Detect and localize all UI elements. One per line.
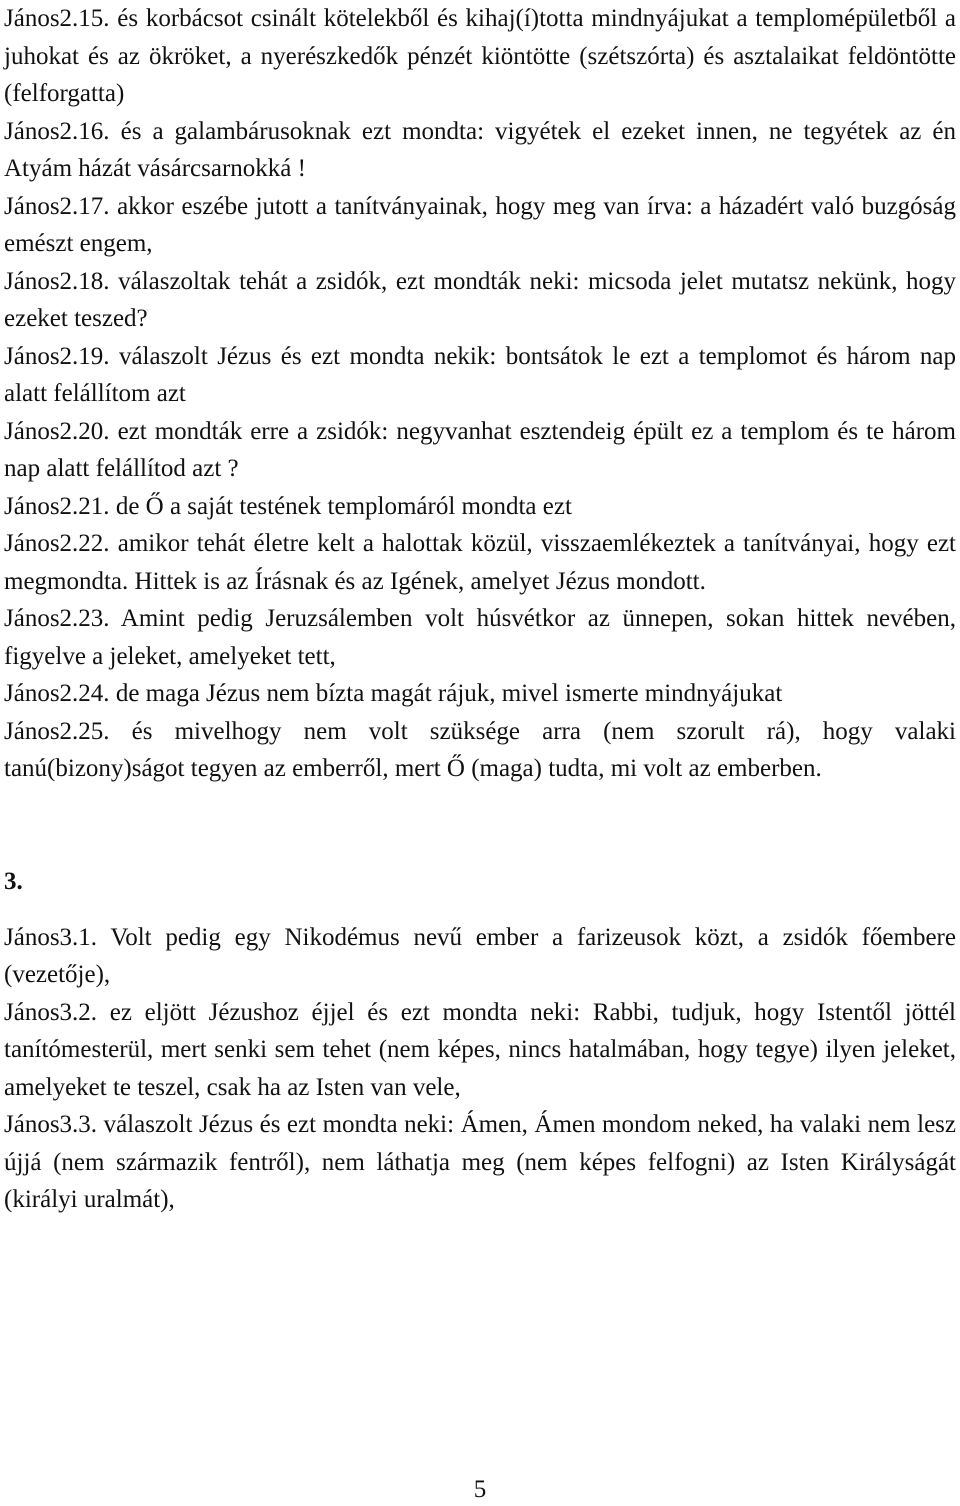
- verse-text: és a galambárusoknak ezt mondta: vigyétek el ezeket innen, ne tegyétek az én Atyám házát vásárcsarnokká !: [4, 117, 957, 182]
- verse-john-2-25: [4, 713, 956, 788]
- verse-reference: János2.21.: [4, 492, 110, 520]
- page-number: 5: [473, 1476, 487, 1503]
- document-page: [4, 0, 956, 1506]
- chapter-heading: 3.: [4, 867, 23, 895]
- verse-reference: János2.16.: [4, 117, 110, 145]
- verse-text: válaszolt Jézus és ezt mondta nekik: bontsátok le ezt a templomot és három nap alatt felállítom azt: [4, 342, 956, 407]
- verse-john-2-17: [4, 188, 956, 263]
- verse-text: Amint pedig Jeruzsálemben volt húsvétkor az ünnepen, sokan hittek nevében, figyelve a jeleket, amelyeket tett,: [4, 605, 956, 670]
- verse-text: Volt pedig egy Nikodémus nevű ember a farizeusok közt, a zsidók főembere (vezetője),: [4, 923, 956, 988]
- verse-john-2-18: [4, 263, 956, 338]
- verse-reference: János3.1.: [4, 923, 98, 951]
- verse-reference: János3.2.: [4, 998, 98, 1026]
- verse-john-2-23: [4, 600, 956, 675]
- verse-john-2-20: [4, 413, 956, 488]
- verse-text: és korbácsot csinált kötelekből és kihaj(í)totta mindnyájukat a templomépületből a juhokat és az ökröket, a nyerészkedők pénzét kiöntötte (szétszórta) és asztalaikat feldöntötte (felforgatta): [4, 5, 957, 107]
- verse-john-2-22: [4, 525, 956, 600]
- verse-reference: János2.17.: [4, 192, 110, 220]
- verse-reference: János2.20.: [4, 417, 110, 445]
- verse-john-2-19: [4, 338, 956, 413]
- verse-text: ez eljött Jézushoz éjjel és ezt mondta neki: Rabbi, tudjuk, hogy Istentől jöttél tanítómesterül, mert senki sem tehet (nem képes, nincs hatalmában, hogy tegye) ilyen jeleket, amelyeket te teszel, csak ha az Isten van vele,: [4, 998, 957, 1101]
- verse-text: ezt mondták erre a zsidók: negyvanhat esztendeig épült ez a templom és te három nap alatt felállítod azt ?: [4, 417, 957, 482]
- verse-reference: János2.19.: [4, 342, 110, 370]
- verse-reference: János2.15.: [4, 5, 110, 32]
- section-spacer: [4, 788, 956, 863]
- verse-text: akkor eszébe jutott a tanítványainak, hogy meg van írva: a házadért való buzgóság emészt engem,: [4, 192, 957, 257]
- verse-reference: János2.23.: [4, 605, 110, 632]
- verse-text: de maga Jézus nem bízta magát rájuk, mivel ismerte mindnyájukat: [115, 680, 783, 707]
- verse-text: válaszoltak tehát a zsidók, ezt mondták neki: micsoda jelet mutatsz nekünk, hogy ezeket teszed?: [4, 267, 957, 332]
- verse-john-2-24: [4, 675, 956, 713]
- verse-john-3-3: [4, 1106, 956, 1219]
- verse-john-2-16: [4, 113, 956, 188]
- verse-reference: János2.25.: [4, 717, 110, 745]
- verse-john-2-15: [4, 0, 956, 113]
- verse-reference: János2.22.: [4, 530, 110, 557]
- verse-reference: János2.24.: [4, 680, 110, 707]
- verse-text: de Ő a saját testének templomáról mondta ezt: [115, 492, 572, 520]
- verse-john-3-1: [4, 919, 956, 994]
- verse-john-2-21: [4, 488, 956, 526]
- verse-text: válaszolt Jézus és ezt mondta neki: Ámen, Ámen mondom neked, ha valaki nem lesz újjá (nem származik fentről), nem láthatja meg (nem képes felfogni) az Isten Királyságát (királyi uralmát),: [4, 1111, 957, 1213]
- verse-text: és mivelhogy nem volt szüksége arra (nem szorult rá), hogy valaki tanú(bizony)ságot tegyen az emberről, mert Ő (maga) tudta, mi volt az emberben.: [4, 717, 956, 782]
- verse-john-3-2: [4, 994, 956, 1107]
- verse-reference: János3.3.: [4, 1111, 98, 1138]
- verse-text: amikor tehát életre kelt a halottak közül, visszaemlékeztek a tanítványai, hogy ezt megmondta. Hittek is az Írásnak és az Igének, amelyet Jézus mondott.: [4, 530, 957, 595]
- verse-reference: János2.18.: [4, 267, 110, 295]
